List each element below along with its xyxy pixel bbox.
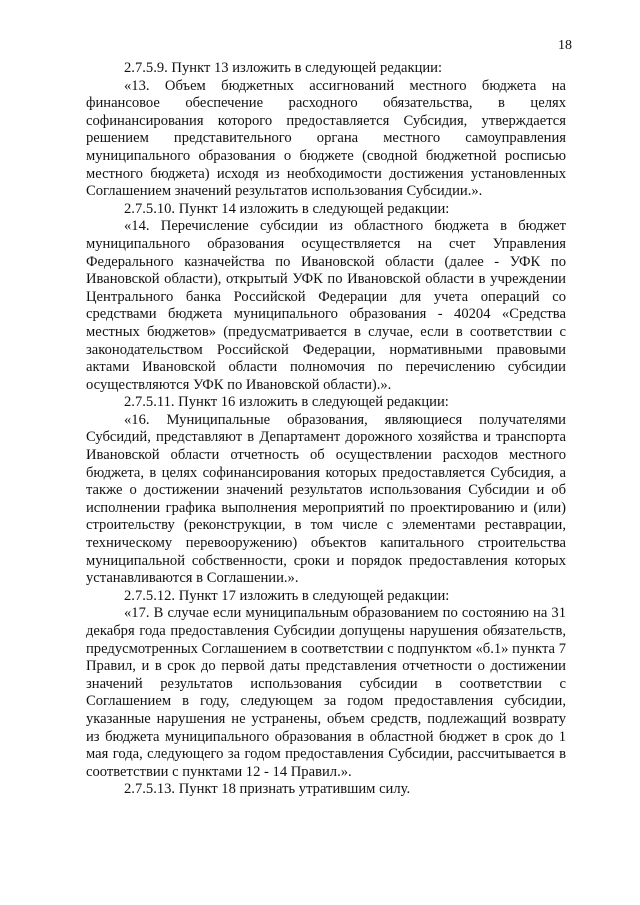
paragraph-17-text: «17. В случае если муниципальным образованием по состоянию на 31 декабря года предоставления Субсидии допущены нарушения обязательств, предусмотренных Соглашением в соответствии с подпунктом «б.1» пункта 7 Правил, и в срок до первой даты представления отчетности о достижении значений результатов использования субсидии в соответствии с Соглашением в году, следующем за годом предоставления субсидии, указанные нарушения не устранены, объем средств, подлежащий возврату из бюджета муниципального образования в областной бюджет в срок до 1 мая года, следующего за годом предоставления Субсидии, рассчитывается в соответствии с пунктами 12 - 14 Правил.». <box>86 605 566 780</box>
page-number: 18 <box>558 38 572 53</box>
paragraph-2-7-5-11-heading: 2.7.5.11. Пункт 16 изложить в следующей редакции: <box>124 394 449 411</box>
paragraph-16-text: «16. Муниципальные образования, являющиеся получателями Субсидий, представляют в Департамент дорожного хозяйства и транспорта Ивановской области отчетность об осуществлении расходов местного бюджета, в целях софинансирования которых предоставляется Субсидия, а также о достижении значений результатов использования Субсидии и об исполнении графика выполнения мероприятий по проектированию и (или) строительству (реконструкции, в том числе с элементами реставрации, техническому перевооружению) объектов капитального строительства муниципальной собственности, сроки и порядок предоставления которых устанавливаются в Соглашении.». <box>86 411 566 587</box>
paragraph-2-7-5-10-heading: 2.7.5.10. Пункт 14 изложить в следующей редакции: <box>124 200 450 217</box>
paragraph-14-text: «14. Перечисление субсидии из областного бюджета в бюджет муниципального образования осуществляется на счет Управления Федерального казначейства по Ивановской области (далее - УФК по Ивановской области), открытый УФК по Ивановской области в учреждении Центрального банка Российской Федерации для учета операций со средствами бюджета муниципального образования - 40204 «Средства местных бюджетов» (предусматривается в случае, если в соответствии с законодательством Российской Федерации, нормативными правовыми актами Ивановской области полномочия по перечислению субсидии осуществляются УФК по Ивановской области).». <box>86 218 566 393</box>
paragraph-13-text: «13. Объем бюджетных ассигнований местного бюджета на финансовое обеспечение расходного обязательства, в целях софинансирования которого предоставляется Субсидия, утверждается решением представительного органа местного самоуправления муниципального образования о бюджете (сводной бюджетной росписью местного бюджета) исходя из необходимости достижения установленных Соглашением значений результатов использования Субсидии.». <box>86 77 566 200</box>
document-body <box>86 60 566 799</box>
paragraph-2-7-5-13-text: 2.7.5.13. Пункт 18 признать утратившим силу. <box>124 781 411 798</box>
paragraph-2-7-5-12-heading: 2.7.5.12. Пункт 17 изложить в следующей редакции: <box>124 587 450 604</box>
paragraph-2-7-5-9-heading: 2.7.5.9. Пункт 13 изложить в следующей редакции: <box>124 60 443 76</box>
